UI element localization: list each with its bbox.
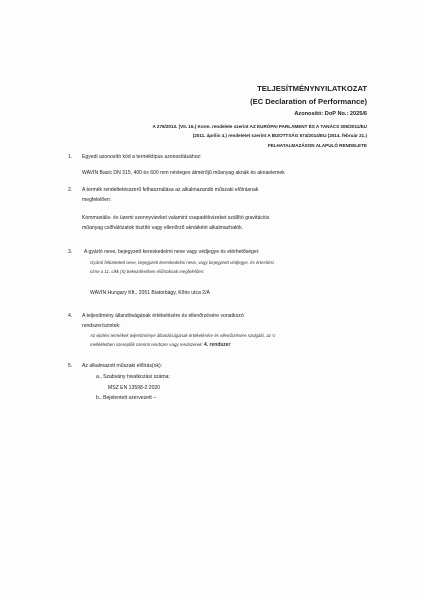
section-5-heading: Az alkalmazott műszaki előírás(ok):: [82, 363, 163, 369]
section-1-heading: Egyedi azonosító kód a terméktípus azonosításához:: [82, 154, 202, 160]
section-2-value-line-2: műanyag csőhálózatok tisztító vagy ellenőrző aknáiként alkalmazhatók.: [82, 225, 244, 231]
section-3-heading: A gyártó neve, bejegyzett kereskedelmi neve vagy védjegye és elérhetőségei:: [84, 249, 260, 255]
section-4-note-line-1: Az építési termékek teljesítménye állandóságának értékelésére és ellenőrzésére szolgáló, az V.: [90, 333, 276, 338]
section-4-note-text: mellékletben szereplők szerinti rendszer vagy rendszerek:: [90, 342, 203, 347]
regulation-line-1: A 275/2013. (VII. 16.) Korm. rendelete szerint AZ EURÓPAI PARLAMENT ÉS A TANÁCS 305/2011/EU: [152, 124, 367, 129]
section-5-a-label: a., Szabvány hivatkozási száma:: [96, 374, 170, 380]
regulation-line-3: FELHATALMAZÁSON ALAPULÓ RENDELETE: [267, 143, 367, 148]
section-2-heading-line-1: A termék rendeltetésszerű felhasználása az alkalmazandó műszaki előírásnak: [82, 187, 259, 193]
section-2-number: 2.: [68, 187, 73, 193]
section-3-note-line-1: Gyártó feltüntetett neve, bejegyzett kereskedelmi neve, vagy bejegyzett védjegye, és értesítési: [90, 260, 274, 265]
section-4-heading-line-2: rendszer/szintek:: [82, 323, 121, 329]
section-4-note-line-2: [90, 342, 230, 348]
section-2-heading-line-2: megfelelően:: [82, 197, 112, 203]
section-3-number: 3.: [68, 249, 73, 255]
section-4-system: 4. rendszer: [203, 342, 231, 348]
section-5-number: 5.: [68, 363, 73, 369]
document-id: Azonosító: DoP No.: 2025/6: [294, 111, 367, 117]
section-4-heading-line-1: A teljesítmény állandóságának értékelésére és ellenőrzésére vonatkozó: [82, 313, 244, 319]
document-title: TELJESÍTMÉNYNYILATKOZAT: [257, 84, 367, 93]
regulation-line-2: (2011. április 4.) rendeletet szerint A BIZOTTSÁG 574/2014/EU (2014. február 21.): [192, 133, 367, 138]
section-1-value: WAVIN Basic DN 315, 400 és 600 mm névleges átmérőjű műanyag aknák és aknaelemek: [82, 170, 285, 176]
section-5-a-value: MSZ EN 13598-2:2020: [108, 385, 161, 391]
section-1-number: 1.: [68, 154, 73, 160]
section-2-value-line-1: Kommunális- és üzemi szennyvizeket valamint csapadékvizeket szállító gravitációs: [82, 215, 270, 221]
section-3-value: WAVIN Hungary Kft., 2051 Biatorbágy, Kőris utca 2/A: [90, 290, 210, 296]
section-3-note-line-2: címe a 11. cikk (5) bekezdésében előírtaknak megfelelően:: [90, 269, 205, 274]
document-subtitle: (EC Declaration of Performance): [250, 97, 367, 106]
section-4-number: 4.: [68, 313, 73, 319]
section-5-b-label: b., Bejelentett szervezett –: [96, 395, 157, 401]
